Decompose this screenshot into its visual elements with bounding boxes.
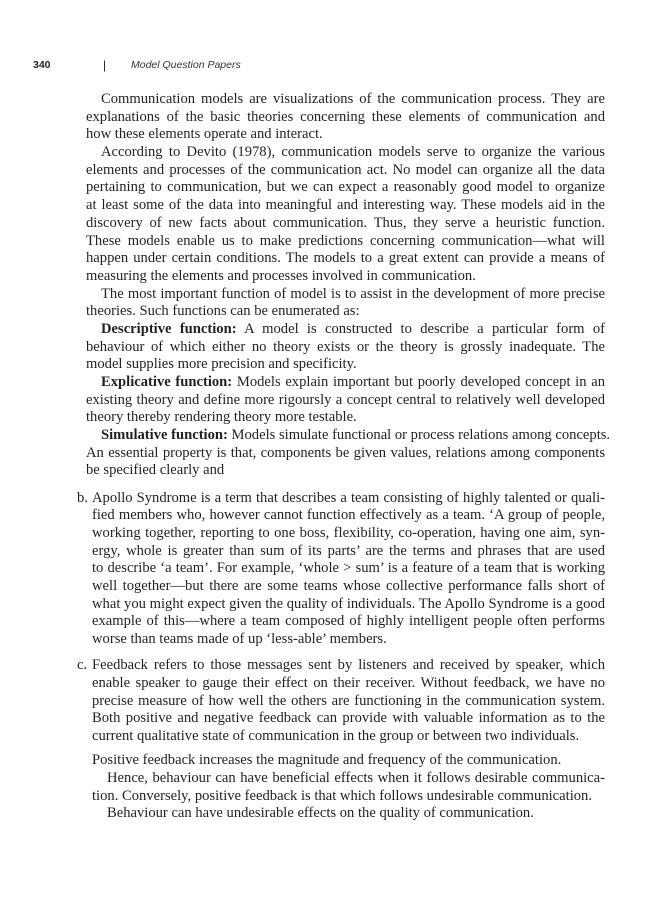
text-line: what you might expect given the quality of individuals. The Apollo Syndrome is a good: [92, 595, 605, 612]
text-line: According to Devito (1978), communication models serve to organize the various: [101, 144, 605, 161]
text-line: Positive feedback increases the magnitude and frequency of the communication.: [92, 752, 562, 769]
text-line: These models enable us to make predictions concerning communication—what will: [86, 232, 605, 249]
text-line: Behaviour can have undesirable effects on the quality of communication.: [107, 805, 534, 822]
text-line: explanations of the basic theories concerning these elements of communication and: [86, 108, 605, 125]
text-line: An essential property is that, components be given values, relations among components: [86, 444, 605, 461]
text-line: existing theory and define more rigoursly a concept central to relatively well developed: [86, 391, 605, 408]
list-marker: c.: [77, 657, 88, 674]
text-line: to describe ‘a team’. For example, ‘whole > sum’ is a feature of a team that is working: [92, 560, 605, 577]
text-line: theories. Such functions can be enumerated as:: [86, 303, 360, 320]
text-line: discovery of new facts about communication. Thus, they serve a heuristic function.: [86, 214, 605, 231]
text-line: elements and processes of the communication act. No model can organize all the data: [86, 161, 605, 178]
header-separator: |: [103, 58, 107, 72]
paragraph: [0, 286, 661, 321]
text-line: happen under certain conditions. The models to a great extent can provide a means of: [86, 250, 605, 267]
text-line: pertaining to communication, but we can expect a reasonably good model to organize: [86, 179, 605, 196]
text-line: be specified clearly and: [86, 462, 225, 479]
text-line: [101, 321, 605, 339]
text-line: The most important function of model is to assist in the development of more precise: [101, 285, 605, 302]
text-line: model supplies more precision and specificity.: [86, 356, 357, 373]
text-line: working together, reporting to one boss, flexibility, co-operation, having one aim, syn-: [92, 525, 605, 541]
page-body: [0, 91, 661, 823]
text-line: Hence, behaviour can have beneficial effects when it follows desirable communica-: [107, 769, 605, 786]
list-marker: b.: [77, 489, 88, 506]
text-line: Feedback refers to those messages sent by listeners and received by speaker, which: [92, 657, 605, 674]
paragraph: [0, 321, 661, 374]
text-line: Communication models are visualizations of the communication process. They are: [101, 91, 605, 107]
text-line: [101, 374, 605, 392]
text-line: precise measure of how well the others are functioning in the communication system.: [92, 692, 605, 709]
text-line: Apollo Syndrome is a term that describes a team consisting of highly talented or quali-: [92, 489, 605, 506]
text-line: at least some of the data into meaningful and interesting way. These models aid in the: [86, 197, 605, 214]
term-label: Descriptive function:: [101, 320, 237, 337]
paragraph: [0, 805, 661, 823]
text-line: how these elements operate and interact.: [86, 126, 323, 143]
text-line: theory thereby rendering theory more testable.: [86, 409, 357, 426]
line-text: A model is constructed to describe a particular form of: [236, 320, 606, 337]
text-line: tion. Conversely, positive feedback is that which follows undesirable communication.: [92, 787, 592, 804]
running-title: Model Question Papers: [131, 59, 241, 71]
line-text: Models simulate functional or process relations among concepts.: [227, 427, 611, 444]
paragraph: [0, 427, 661, 480]
text-line: [101, 427, 611, 445]
term-label: Simulative function:: [101, 427, 228, 444]
text-line: example of this—where a team composed of highly intelligent people often performs: [92, 613, 605, 630]
list-item: [0, 490, 661, 649]
text-line: Both positive and negative feedback can provide with valuable information as to the: [92, 710, 605, 727]
text-line: fied members who, however cannot function effectively as a team. ‘A group of people,: [92, 507, 605, 524]
paragraph: [0, 374, 661, 427]
text-line: measuring the elements and processes involved in communication.: [86, 267, 476, 284]
text-line: ergy, whole is greater than sum of its parts’ are the terms and phrases that are used: [92, 542, 605, 559]
list-item: [0, 657, 661, 745]
paragraph: [0, 91, 661, 144]
text-line: current qualitative state of communication in the group or between two individuals.: [92, 728, 580, 745]
text-line: well together—but there are some teams whose collective performance falls short of: [92, 578, 605, 595]
paragraph: [0, 144, 661, 286]
paragraph: [0, 770, 661, 805]
text-line: enable speaker to gauge their effect on their receiver. Without feedback, we have no: [92, 675, 605, 691]
term-label: Explicative function:: [101, 374, 233, 390]
page-number: 340: [33, 59, 51, 71]
text-line: worse than teams made of up ‘less-able’ members.: [92, 631, 387, 648]
text-line: behaviour of which either no theory exists or the theory is grossly inadequate. The: [86, 338, 605, 355]
line-text: Models explain important but poorly developed concept in an: [232, 374, 605, 390]
paragraph: [0, 752, 661, 770]
